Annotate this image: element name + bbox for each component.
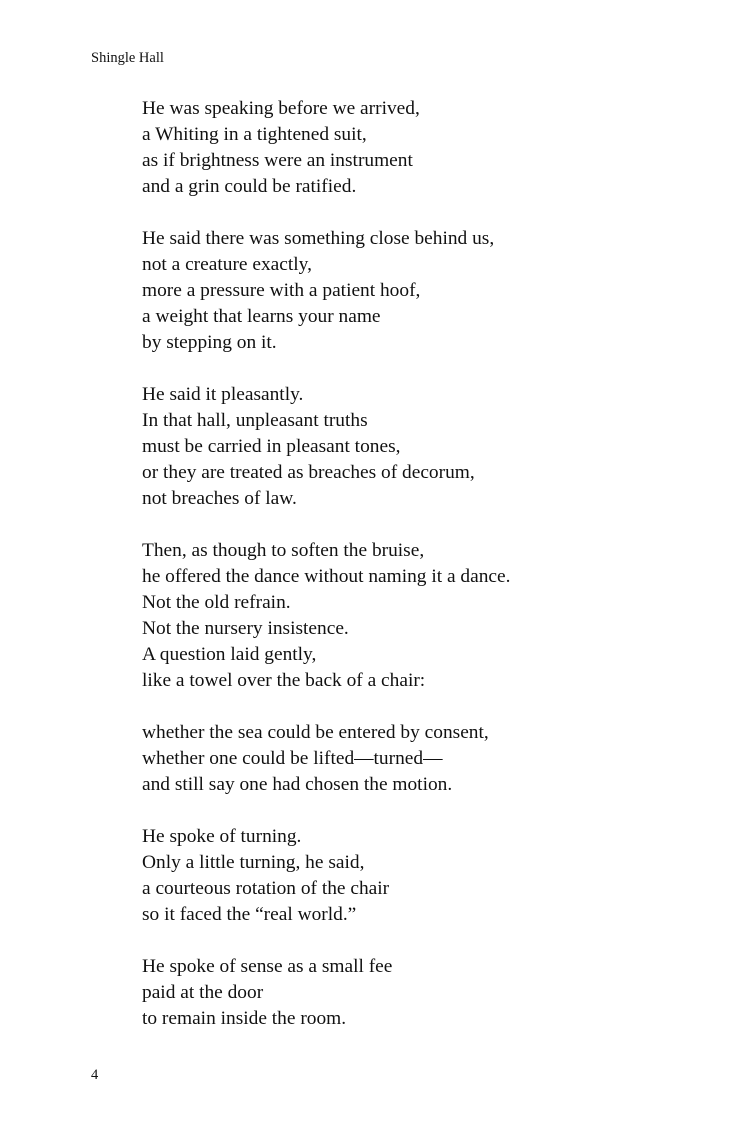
poem-body xyxy=(142,96,702,1058)
stanza-2 xyxy=(142,226,702,356)
poem-line: whether the sea could be entered by consent, xyxy=(142,722,489,743)
poem-line: he offered the dance without naming it a dance. xyxy=(142,566,511,587)
poem-line: like a towel over the back of a chair: xyxy=(142,670,426,691)
poem-line: Only a little turning, he said, xyxy=(142,852,365,873)
poem-line: not a creature exactly, xyxy=(142,254,312,275)
poem-line: He spoke of turning. xyxy=(142,826,302,847)
poem-line: must be carried in pleasant tones, xyxy=(142,436,401,457)
poem-line: In that hall, unpleasant truths xyxy=(142,410,368,431)
poem-line: paid at the door xyxy=(142,982,264,1003)
stanza-5 xyxy=(142,720,702,798)
poem-line: whether one could be lifted—turned— xyxy=(142,748,443,769)
stanza-6 xyxy=(142,824,702,928)
stanza-7 xyxy=(142,954,702,1032)
stanza-3 xyxy=(142,382,702,512)
poem-line: a weight that learns your name xyxy=(142,306,381,327)
poem-line: He spoke of sense as a small fee xyxy=(142,956,393,977)
poem-line: not breaches of law. xyxy=(142,488,297,509)
stanza-4 xyxy=(142,538,702,694)
poem-line: and still say one had chosen the motion. xyxy=(142,774,453,795)
stanza-1 xyxy=(142,96,702,200)
poem-line: A question laid gently, xyxy=(142,644,317,665)
poem-line: He said it pleasantly. xyxy=(142,384,304,405)
poem-line: a courteous rotation of the chair xyxy=(142,878,390,899)
poem-line: He said there was something close behind us, xyxy=(142,228,495,249)
running-title: Shingle Hall xyxy=(91,50,164,66)
poem-line: to remain inside the room. xyxy=(142,1008,347,1029)
poem-line: so it faced the “real world.” xyxy=(142,904,357,925)
poem-line: Not the old refrain. xyxy=(142,592,291,613)
poem-line: or they are treated as breaches of decorum, xyxy=(142,462,475,483)
poem-line: He was speaking before we arrived, xyxy=(142,98,420,119)
poem-line: a Whiting in a tightened suit, xyxy=(142,124,367,145)
page-number: 4 xyxy=(91,1067,99,1083)
poem-line: by stepping on it. xyxy=(142,332,277,353)
poem-line: as if brightness were an instrument xyxy=(142,150,413,171)
poem-line: and a grin could be ratified. xyxy=(142,176,357,197)
poem-line: Not the nursery insistence. xyxy=(142,618,349,639)
poem-line: Then, as though to soften the bruise, xyxy=(142,540,425,561)
poem-line: more a pressure with a patient hoof, xyxy=(142,280,421,301)
